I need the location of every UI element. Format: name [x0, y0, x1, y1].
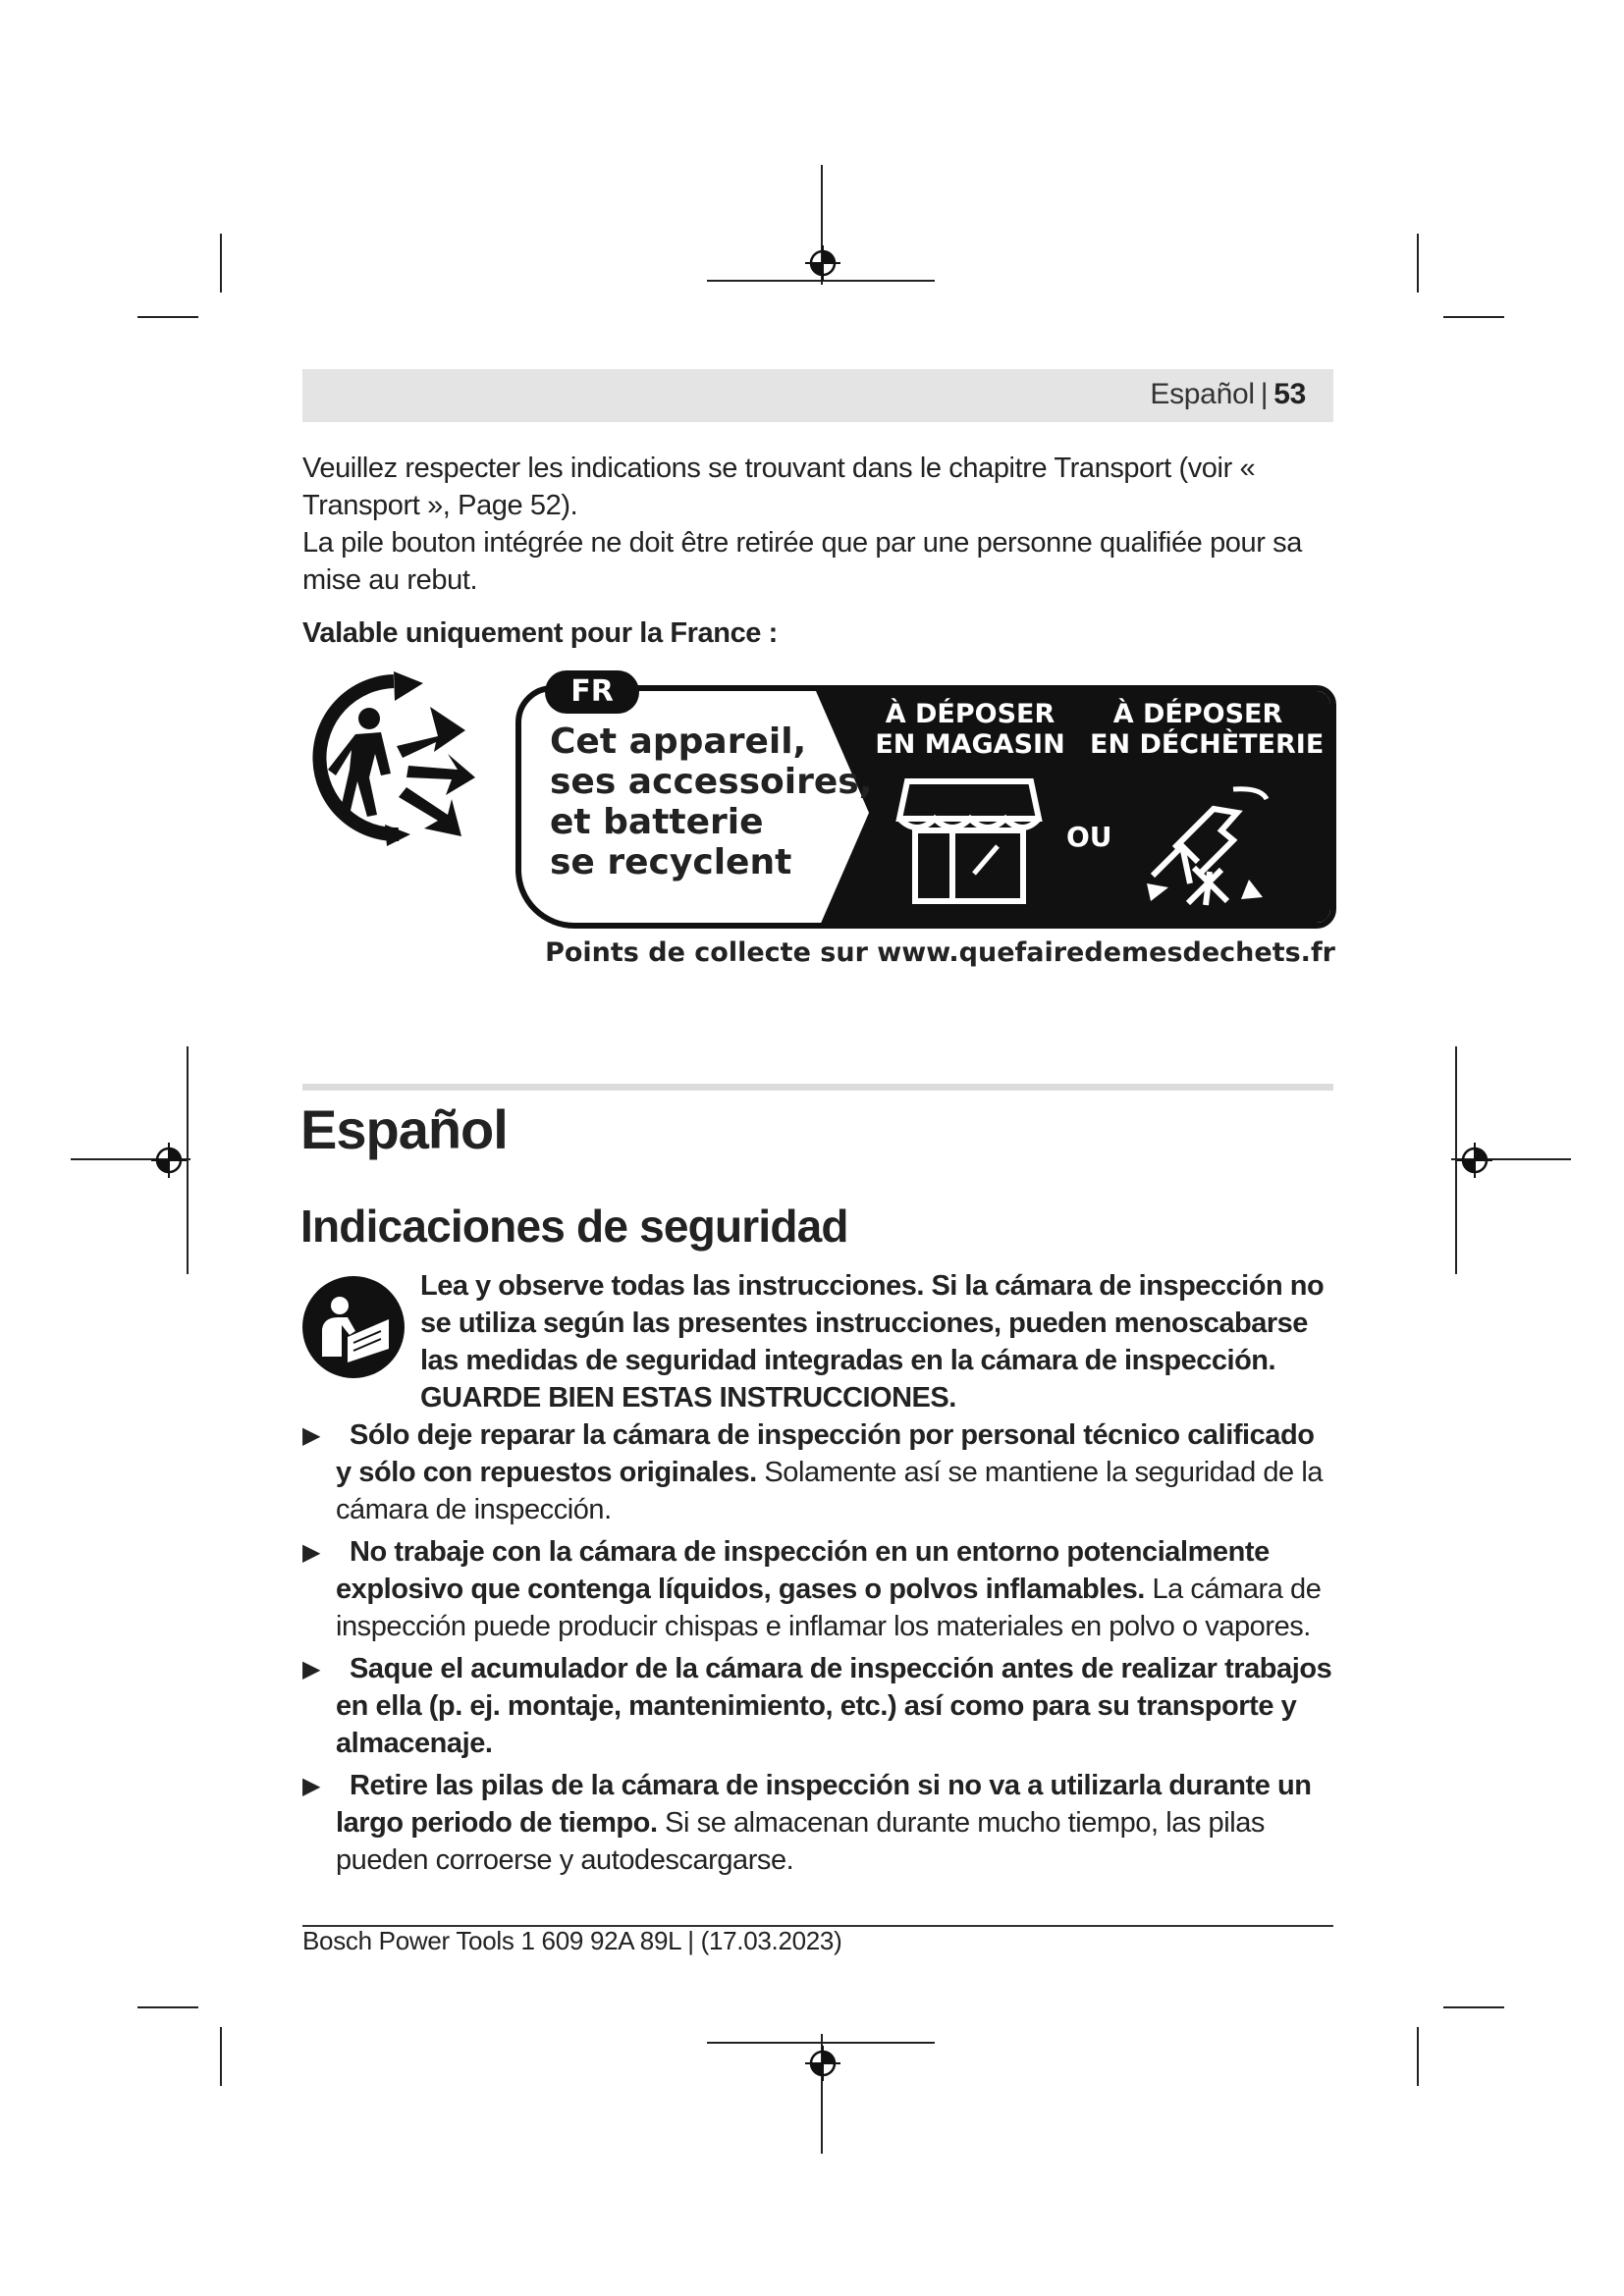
- registration-mark-icon: [801, 2042, 844, 2085]
- section-divider: [302, 1084, 1333, 1091]
- recycling-line: et batterie: [550, 802, 764, 842]
- recycling-line: ses accessoires,: [550, 762, 873, 802]
- read-manual-icon: [302, 1276, 405, 1378]
- bullet-body-text: La cámara de inspección puede producir chispas e inflamar los materiales en polvo o vapores.: [336, 1574, 1322, 1642]
- transport-paragraph: Veuillez respecter les indications se trouvant dans le chapitre Transport (voir « Transport », Page 52).: [302, 453, 1256, 521]
- collection-points-text: Points de collecte sur www.quefairedemesdechets.fr: [545, 937, 1335, 968]
- section-title: Español: [300, 1098, 508, 1160]
- bullet-bold-text: Retire las pilas de la cámara de inspección si no va a utilizarla durante un largo periodo de tiempo.: [336, 1770, 1312, 1839]
- bullet-body-text: Si se almacenan durante mucho tiempo, las pilas pueden corroerse y autodescargarse.: [336, 1807, 1265, 1876]
- safety-intro-warning: Lea y observe todas las instrucciones. Si la cámara de inspección no se utiliza según las presentes instrucciones, pueden menoscabarse las medidas de seguridad integradas en la cámara de inspección. GUARDE BIEN ESTAS INSTRUCCIONES.: [420, 1270, 1325, 1414]
- header-language: Español: [1150, 378, 1255, 410]
- triman-recycling-icon: [300, 667, 477, 850]
- safety-bullet: [302, 1533, 1333, 1645]
- recycling-line: se recyclent: [550, 842, 792, 882]
- bullet-triangle-icon: ▶: [302, 1773, 321, 1799]
- bullet-bold-text: No trabaje con la cámara de inspección en un entorno potencialmente explosivo que contenga líquidos, gases o polvos inflamables.: [336, 1536, 1270, 1605]
- bullet-bold-text: Saque el acumulador de la cámara de inspección antes de realizar trabajos en ella (p. ej. montaje, mantenimiento, etc.) así como para su transporte y almacenaje.: [336, 1653, 1332, 1759]
- bullet-triangle-icon: ▶: [302, 1656, 321, 1682]
- deposit-dump-line2: EN DÉCHÈTERIE: [1090, 729, 1325, 760]
- registration-mark-icon: [147, 1139, 190, 1182]
- fr-badge: FR: [545, 670, 639, 714]
- registration-mark-icon: [1453, 1139, 1496, 1182]
- bullet-triangle-icon: ▶: [302, 1422, 321, 1449]
- bullet-bold-text: Sólo deje reparar la cámara de inspección por personal técnico calificado y sólo con repuestos originales.: [336, 1419, 1315, 1488]
- deposit-store-label: [872, 699, 1068, 760]
- waste-center-icon: [1139, 785, 1272, 907]
- deposit-dump-label: [1090, 699, 1325, 760]
- deposit-store-line1: À DÉPOSER: [885, 699, 1056, 729]
- bullet-triangle-icon: ▶: [302, 1539, 321, 1566]
- safety-bullet: [302, 1416, 1333, 1528]
- or-label: OU: [1066, 821, 1112, 853]
- footer-text: Bosch Power Tools 1 609 92A 89L | (17.03.2023): [302, 1926, 842, 1955]
- deposit-store-line2: EN MAGASIN: [875, 729, 1065, 760]
- running-header: [302, 369, 1333, 422]
- recycling-line: Cet appareil,: [550, 721, 807, 762]
- bullet-body-text: Solamente así se mantiene la seguridad de la cámara de inspección.: [336, 1457, 1324, 1525]
- header-text: Español | 53: [1150, 378, 1306, 410]
- page-number: 53: [1273, 378, 1306, 410]
- safety-bullet: [302, 1650, 1333, 1762]
- recycling-text: [550, 721, 874, 882]
- france-label: Valable uniquement pour la France :: [302, 617, 778, 649]
- shop-icon: [895, 775, 1043, 905]
- deposit-dump-line1: À DÉPOSER: [1112, 699, 1283, 729]
- registration-mark-icon: [801, 241, 844, 285]
- section-subtitle: Indicaciones de seguridad: [300, 1201, 848, 1252]
- safety-bullet: [302, 1767, 1333, 1879]
- battery-paragraph: La pile bouton intégrée ne doit être retirée que par une personne qualifiée pour sa mise au rebut.: [302, 527, 1302, 596]
